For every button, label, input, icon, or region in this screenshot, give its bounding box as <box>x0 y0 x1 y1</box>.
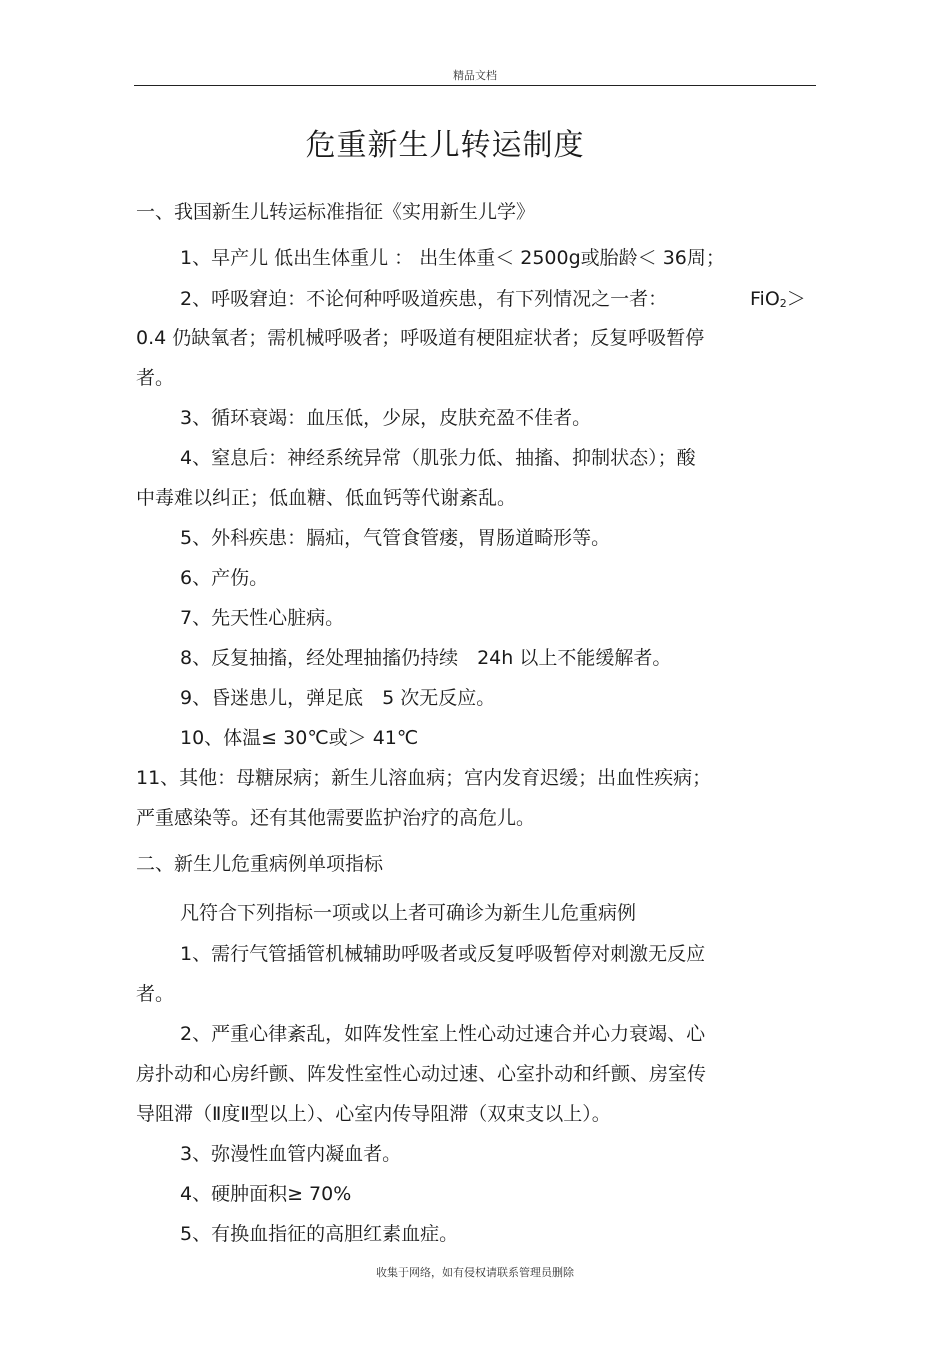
section1-item3: 3、循环衰竭：血压低，少尿，皮肤充盈不佳者。 <box>180 407 592 429</box>
section1-item2-line3: 者。 <box>136 367 175 389</box>
section1-item8: 8、反复抽搐，经处理抽搐仍持续 24h 以上不能缓解者。 <box>180 647 672 669</box>
section1-item7: 7、先天性心脏病。 <box>180 607 345 629</box>
section2-item1-line1: 1、需行气管插管机械辅助呼吸者或反复呼吸暂停对刺激无反应 <box>180 943 706 965</box>
section1-item4-line2: 中毒难以纠正；低血糖、低血钙等代谢紊乱。 <box>136 487 517 509</box>
section2-heading: 二、新生儿危重病例单项指标 <box>136 853 384 875</box>
section2-item3: 3、弥漫性血管内凝血者。 <box>180 1143 402 1165</box>
section2-intro: 凡符合下列指标一项或以上者可确诊为新生儿危重病例 <box>180 902 637 924</box>
document-title: 危重新生儿转运制度 <box>305 128 585 163</box>
section2-item5: 5、有换血指征的高胆红素血症。 <box>180 1223 459 1245</box>
section2-item2-line1: 2、严重心律紊乱，如阵发性室上性心动过速合并心力衰竭、心 <box>180 1023 706 1045</box>
section1-item1: 1、早产儿 低出生体重儿 ： 出生体重＜ 2500g或胎龄＜ 36周； <box>180 247 725 269</box>
page-footer: 收集于网络，如有侵权请联系管理员删除 <box>376 1266 574 1279</box>
section1-item2-line2: 0.4 仍缺氧者；需机械呼吸者；呼吸道有梗阻症状者；反复呼吸暂停 <box>136 327 705 349</box>
section1-item6: 6、产伤。 <box>180 567 269 589</box>
section1-item2-fio2: FiO$_2$＞ <box>750 288 806 310</box>
section2-item2-line3: 导阻滞（Ⅱ度Ⅱ型以上）、心室内传导阻滞（双束支以上）。 <box>136 1103 611 1125</box>
section2-item4: 4、硬肿面积≥ 70% <box>180 1183 352 1205</box>
page-header: 精品文档 <box>453 69 497 82</box>
section2-item2-line2: 房扑动和心房纤颤、阵发性室性心动过速、心室扑动和纤颤、房室传 <box>136 1063 707 1085</box>
section1-heading: 一、我国新生儿转运标准指征《实用新生儿学》 <box>136 201 536 223</box>
section1-item11-line1: 11、其他：母糖尿病；新生儿溶血病；宫内发育迟缓；出血性疾病； <box>136 767 712 789</box>
header-divider <box>134 85 816 86</box>
section1-item10: 10、体温≤ 30℃或＞ 41℃ <box>180 727 419 749</box>
section1-item9: 9、昏迷患儿，弹足底 5 次无反应。 <box>180 687 496 709</box>
section1-item4-line1: 4、窒息后：神经系统异常（肌张力低、抽搐、抑制状态）；酸 <box>180 447 696 469</box>
section1-item5: 5、外科疾患：膈疝，气管食管瘘，胃肠道畸形等。 <box>180 527 611 549</box>
section1-item2-line1: 2、呼吸窘迫：不论何种呼吸道疾患，有下列情况之一者： <box>180 288 668 310</box>
section1-item11-line2: 严重感染等。还有其他需要监护治疗的高危儿。 <box>136 807 536 829</box>
section2-item1-line2: 者。 <box>136 983 175 1005</box>
